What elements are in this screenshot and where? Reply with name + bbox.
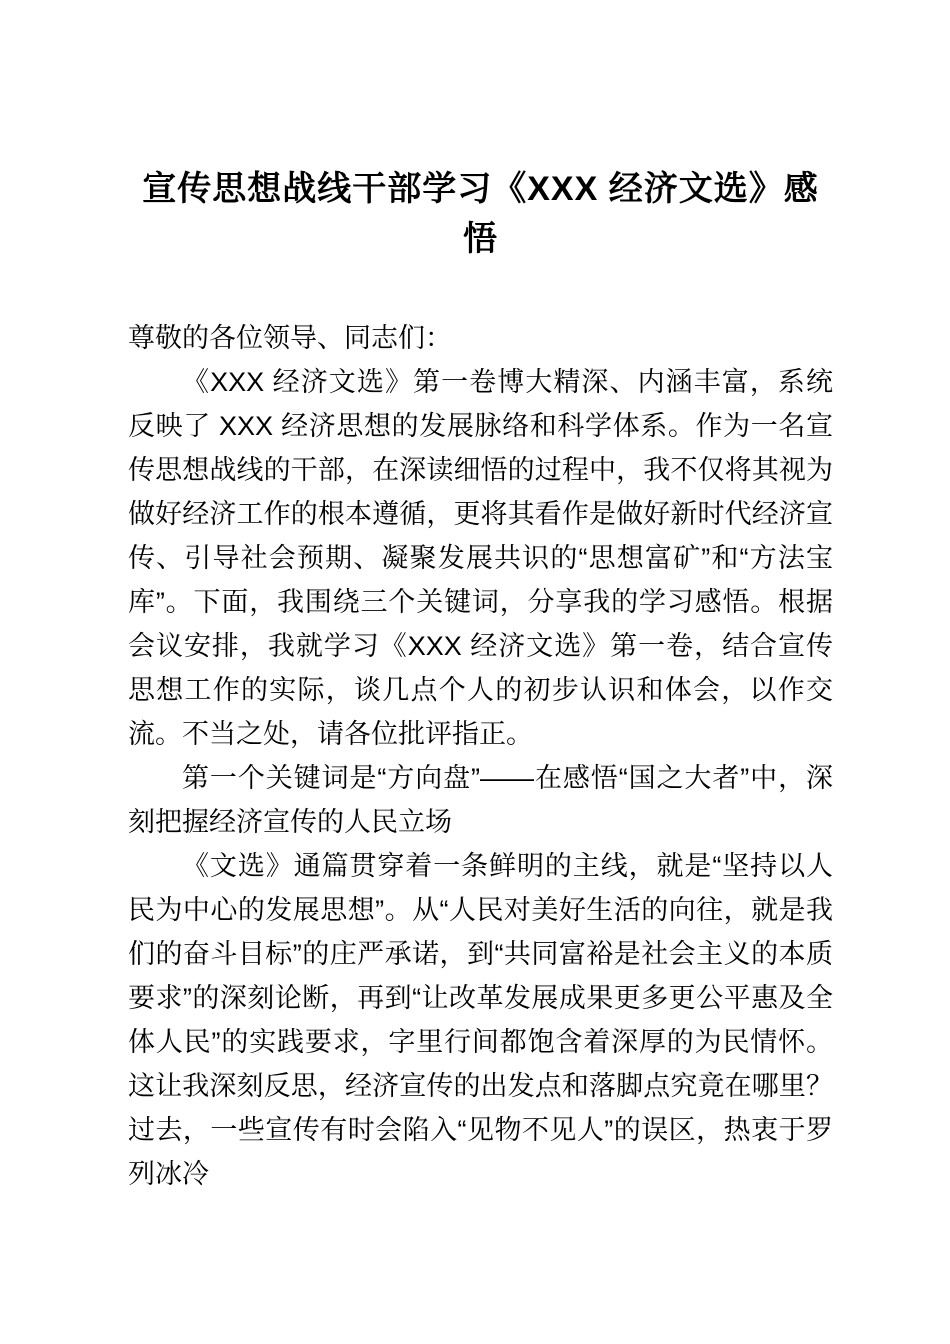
- paragraph: 第一个关键词是“方向盘”——在感悟“国之大者”中，深刻把握经济宣传的人民立场: [128, 763, 833, 837]
- paragraph: 尊敬的各位领导、同志们：: [128, 323, 452, 353]
- paragraph: 《XXX 经济文选》第一卷博大精深、内涵丰富，系统反映了 XXX 经济思想的发展脉络和科学体系。作为一名宣传思想战线的干部，在深读细悟的过程中，我不仅将其视为做好经济工作的根本遵循，更将其看作是做好新时代经济宣传、引导社会预期、凝聚发展共识的“思想富矿”和“方法宝库”。下面，我围绕三个关键词，分享我的学习感悟。根据会议安排，我就学习《XXX 经济文选》第一卷，结合宣传思想工作的实际，谈几点个人的初步认识和体会，以作交流。不当之处，请各位批评指正。: [128, 367, 833, 749]
- document-body: [128, 316, 833, 1196]
- document-title: 宣传思想战线干部学习《XXX 经济文选》感悟: [142, 170, 819, 258]
- paragraph: 《文选》通篇贯穿着一条鲜明的主线，就是“坚持以人民为中心的发展思想”。从“人民对美好生活的向往，就是我们的奋斗目标”的庄严承诺，到“共同富裕是社会主义的本质要求”的深刻论断，再到“让改革发展成果更多更公平惠及全体人民”的实践要求，字里行间都饱含着深厚的为民情怀。这让我深刻反思，经济宣传的出发点和落脚点究竟在哪里？过去，一些宣传有时会陷入“见物不见人”的误区，热衷于罗列冰冷: [128, 851, 833, 1189]
